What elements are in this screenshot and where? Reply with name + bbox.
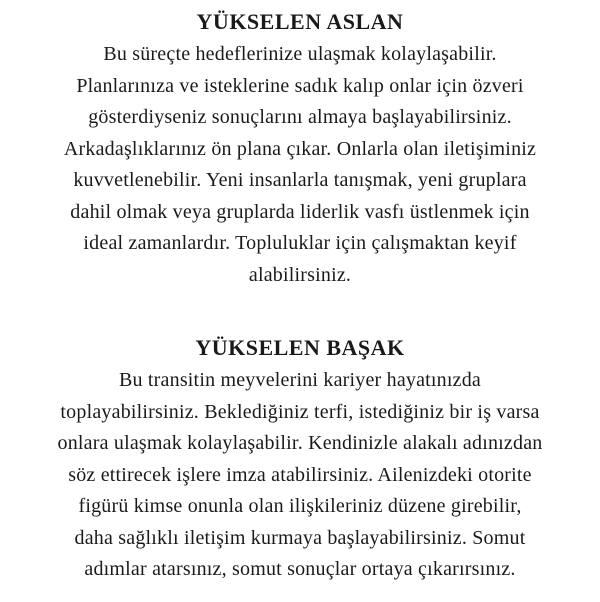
paragraph-line: figürü kimse onunla olan ilişkileriniz düzene girebilir,: [78, 495, 522, 517]
paragraph-line: Arkadaşlıklarınız ön plana çıkar. Onlarla olan iletişiminiz: [63, 137, 537, 160]
paragraph-line: daha sağlıklı iletişim kurmaya başlayabilirsiniz. Somut: [74, 526, 526, 549]
paragraph-line: alabilirsiniz.: [248, 263, 352, 286]
paragraph-line: Planlarınıza ve isteklerine sadık kalıp onlar için özveri: [76, 74, 524, 97]
section-body: [0, 365, 600, 586]
section-yukselen-aslan: [0, 5, 600, 291]
paragraph-line: ideal zamanlardır. Topluluklar için çalışmaktan keyif: [83, 232, 517, 254]
paragraph-line: Bu süreçte hedeflerinize ulaşmak kolaylaşabilir.: [103, 43, 497, 65]
section-title: YÜKSELEN ASLAN: [196, 9, 404, 34]
paragraph-line: onlara ulaşmak kolaylaşabilir. Kendinizle alakalı adınızdan: [57, 432, 543, 454]
paragraph-line: toplayabilirsiniz. Beklediğiniz terfi, istediğiniz bir iş varsa: [60, 400, 540, 423]
paragraph-line: söz ettirecek işlere imza atabilirsiniz. Ailenizdeki otorite: [68, 463, 532, 486]
section-yukselen-basak: [0, 331, 600, 586]
paragraph-line: adımlar atarsınız, somut sonuçlar ortaya çıkarırsınız.: [84, 558, 516, 580]
paragraph-line: gösterdiyseniz sonuçlarını almaya başlayabilirsiniz.: [88, 106, 512, 128]
section-body: [0, 39, 600, 291]
paragraph-line: dahil olmak veya gruplarda liderlik vasfı üstlenmek için: [70, 200, 530, 223]
paragraph-line: Bu transitin meyvelerini kariyer hayatınızda: [118, 369, 481, 391]
paragraph-line: kuvvetlenebilir. Yeni insanlarla tanışmak, yeni gruplara: [73, 169, 527, 191]
section-title: YÜKSELEN BAŞAK: [195, 335, 405, 360]
